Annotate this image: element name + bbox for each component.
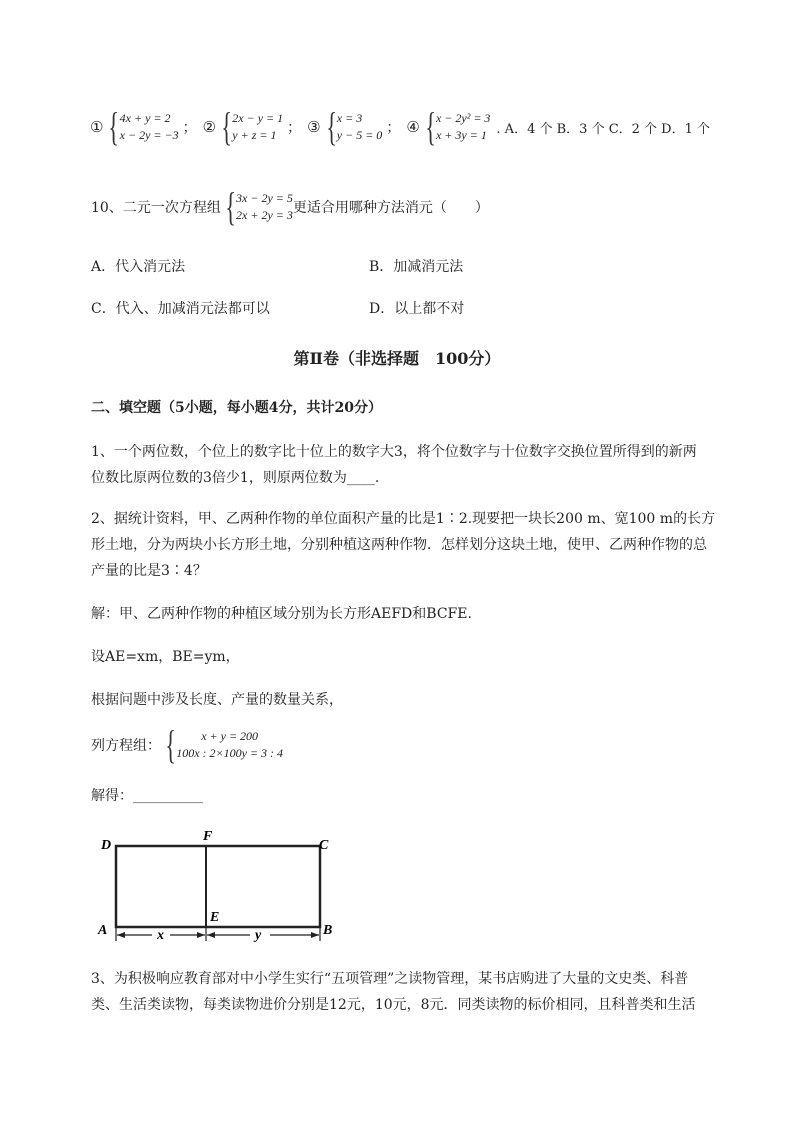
arrowhead — [311, 932, 319, 938]
circle-number-3: ③ — [307, 118, 321, 136]
q10-prefix: 10、二元一次方程组 — [91, 200, 221, 216]
eq-row: x + y = 200 — [201, 729, 259, 743]
eq-row: 2x + 2y = 3 — [236, 208, 293, 222]
label-b: B — [323, 923, 333, 938]
p2-solution-4 — [91, 724, 283, 766]
circle-number-2: ② — [202, 118, 217, 136]
arrowhead — [117, 932, 125, 938]
q9-line: ① { 4x + y = 2 x − 2y = −3 ； ② { 2x − y = 1 y + z = 1 ； ③ { x = 3 y − 5 = 0 ； ④ { x − 2y² = 3 x + 3y = 1 . A．4 个 B．3 个 C．2 个 D．1 个 — [90, 104, 711, 149]
p2-solution-3: 根据问题中涉及长度、产量的数量关系， — [91, 692, 343, 708]
eq-row: y − 5 = 0 — [336, 128, 383, 142]
p2-line2: 形土地，分为两块小长方形土地，分别种植这两种作物．怎样划分这块土地，使甲、乙两种作物的总 — [91, 537, 707, 553]
q10-stem — [91, 186, 489, 228]
equation-system-3: { x = 3 y − 5 = 0 — [325, 104, 383, 149]
p3-line1: 3、为积极响应教育部对中小学生实行“五项管理”之读物管理，某书店购进了大量的文史类、科普 — [91, 971, 689, 987]
eq-row: x − 2y² = 3 — [435, 111, 491, 125]
q10-option-c: C．代入、加减消元法都可以 — [91, 301, 270, 317]
equation-system-4: { x − 2y² = 3 x + 3y = 1 — [425, 104, 491, 149]
rectangle-figure — [90, 825, 350, 950]
equation-system-2: { 2x − y = 1 y + z = 1 — [221, 104, 284, 149]
p2-line3: 产量的比是3∶4？ — [91, 563, 207, 579]
eq-row: 3x − 2y = 5 — [236, 191, 293, 205]
q10-suffix: 更适合用哪种方法消元（ ） — [292, 200, 489, 216]
eq-row: x = 3 — [336, 111, 363, 125]
circle-number-4: ④ — [406, 118, 420, 136]
equation-system-1: { 4x + y = 2 x − 2y = −3 — [108, 104, 179, 149]
part2-title: 第Ⅱ卷（非选择题 100分） — [293, 349, 501, 368]
label-c: C — [319, 838, 329, 853]
p2-solution-5: 解得：__________ — [91, 788, 203, 804]
eq-row: 2x − y = 1 — [232, 111, 284, 125]
p2-system-label: 列方程组： — [91, 738, 161, 754]
eq-row: 4x + y = 2 — [119, 111, 171, 125]
p2-equation-system: { x + y = 200 100x : 2×100y = 3 : 4 — [165, 722, 284, 767]
arrowhead — [207, 932, 215, 938]
q10-option-b: B．加减消元法 — [369, 259, 464, 275]
p2-solution-2: 设AE=xm，BE=ym， — [91, 649, 240, 665]
label-a: A — [98, 923, 108, 938]
q9-options: . A．4 个 B．3 个 C．2 个 D．1 个 — [496, 121, 711, 137]
label-f: F — [203, 829, 213, 844]
p1-line2: 位数比原两位数的3倍少1，则原两位数为____. — [91, 470, 380, 486]
eq-row: 100x : 2×100y = 3 : 4 — [176, 746, 284, 760]
eq-row: x + 3y = 1 — [435, 128, 487, 142]
p2-solution-1: 解：甲、乙两种作物的种植区域分别为长方形AEFD和BCFE. — [91, 606, 472, 622]
p2-line1: 2、据统计资料，甲、乙两种作物的单位面积产量的比是1∶2.现要把一块长200 m、宽100 m的长方 — [91, 511, 716, 527]
p1-line1: 1、一个两位数，个位上的数字比十位上的数字大3，将个位数字与十位数字交换位置所得到的新两 — [91, 444, 697, 460]
section2-title: 二、填空题（5小题，每小题4分，共计20分） — [91, 400, 382, 416]
p3-line2: 类、生活类读物，每类读物进价分别是12元，10元，8元．同类读物的标价相同，且科普类和生活 — [91, 997, 696, 1013]
q10-system: { 3x − 2y = 5 2x + 2y = 3 — [225, 184, 293, 229]
eq-row: y + z = 1 — [232, 128, 277, 142]
q10-option-d: D．以上都不对 — [369, 301, 465, 317]
label-y: y — [255, 928, 262, 943]
q10-option-a: A．代入消元法 — [91, 259, 186, 275]
label-x: x — [157, 928, 164, 943]
label-e: E — [210, 910, 220, 925]
label-d: D — [101, 838, 112, 853]
eq-row: x − 2y = −3 — [119, 128, 179, 142]
circle-number-1: ① — [90, 118, 104, 136]
arrowhead — [197, 932, 205, 938]
